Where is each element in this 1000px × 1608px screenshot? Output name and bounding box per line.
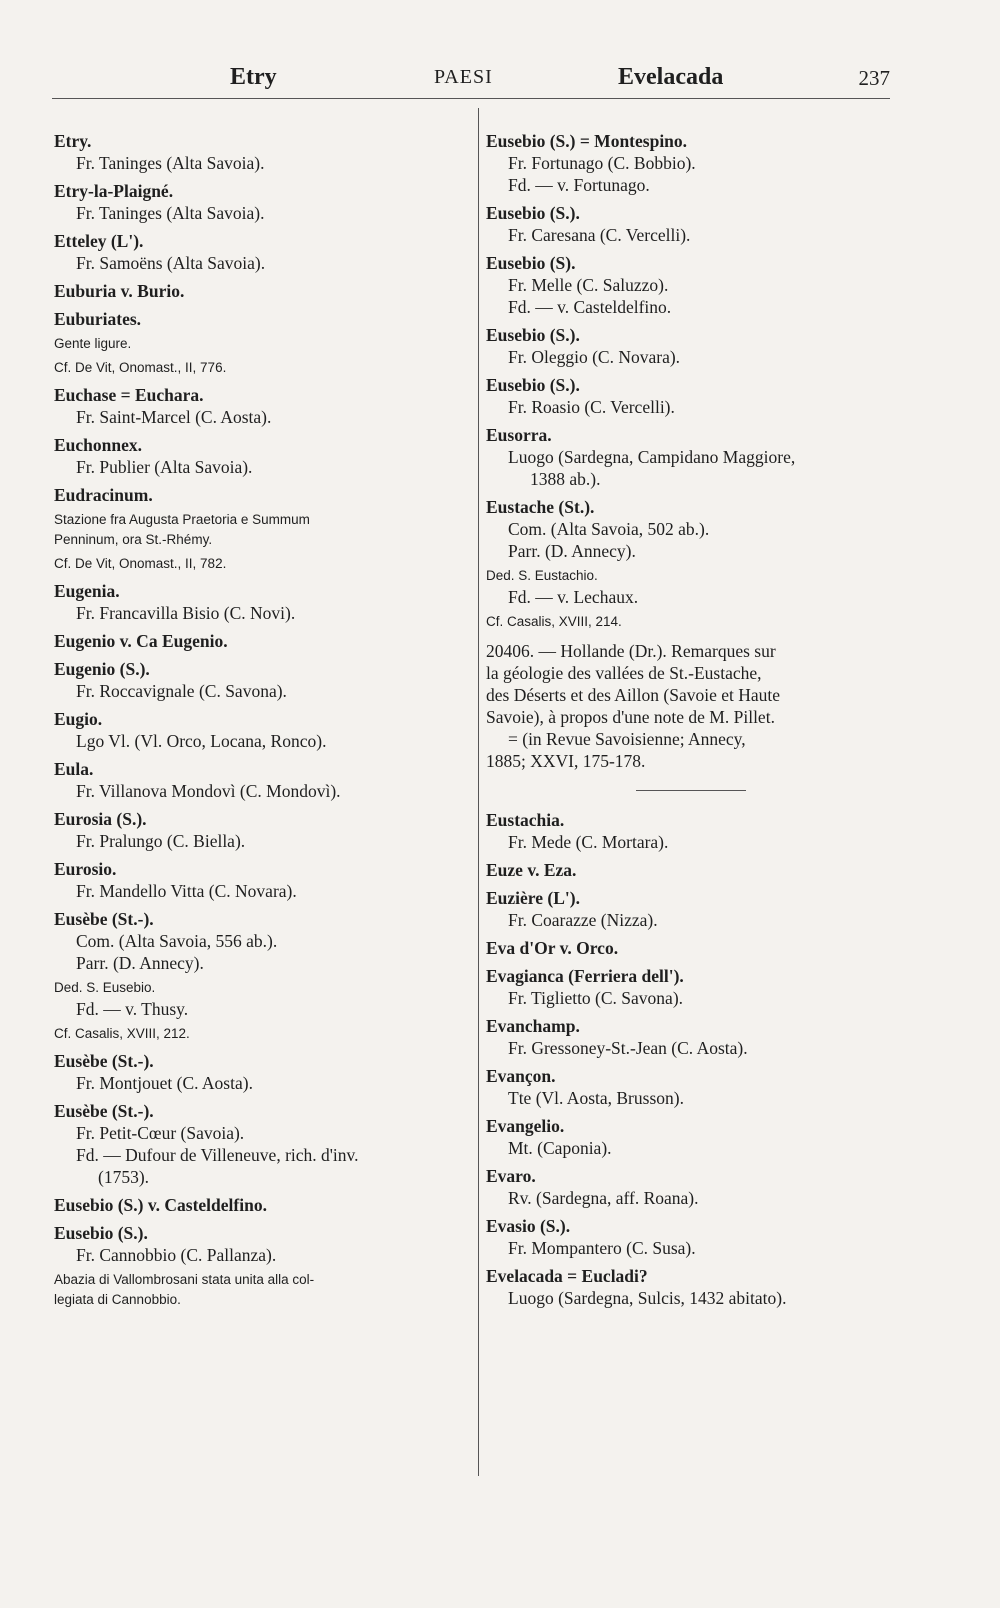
entry-line: Luogo (Sardegna, Sulcis, 1432 abitato). (508, 1288, 787, 1308)
entry-line: = (in Revue Savoisienne; Annecy, (508, 729, 746, 749)
entry-line: Com. (Alta Savoia, 556 ab.). (76, 931, 278, 951)
entry-line: Fd. — v. Thusy. (76, 999, 189, 1019)
entry-line: Fd. — v. Casteldelfino. (508, 297, 672, 317)
entry-line: Cf. De Vit, Onomast., II, 782. (54, 556, 227, 571)
header-first-entry: Etry (230, 64, 277, 90)
entry-heading: Eurosia (S.). (54, 809, 147, 829)
entry-heading: Eusèbe (St.-). (54, 1101, 154, 1121)
entry-heading: Euburia v. Burio. (54, 281, 185, 301)
entry-line: Ded. S. Eusebio. (54, 980, 156, 995)
entry-line: Parr. (D. Annecy). (76, 953, 204, 973)
entry-line: Fr. Caresana (C. Vercelli). (508, 225, 691, 245)
entry-line: Fr. Petit-Cœur (Savoia). (76, 1123, 245, 1143)
entry-line: Fr. Gressoney-St.-Jean (C. Aosta). (508, 1038, 748, 1058)
entry-line: Gente ligure. (54, 336, 132, 351)
entry-line: 1388 ab.). (530, 469, 601, 489)
entry-heading: Etry. (54, 131, 92, 151)
entry-line: Fr. Mompantero (C. Susa). (508, 1238, 696, 1258)
entry-heading: Eugio. (54, 709, 103, 729)
entry-line: des Déserts et des Aillon (Savoie et Haute (486, 685, 781, 705)
entry-heading: Euze v. Eza. (486, 860, 577, 880)
entry-line: Luogo (Sardegna, Campidano Maggiore, (508, 447, 796, 467)
left-column (54, 130, 469, 1310)
entry-heading: Eusebio (S.). (54, 1223, 148, 1243)
entry-heading: Eula. (54, 759, 94, 779)
entry-heading: Evanchamp. (486, 1016, 580, 1036)
entry-heading: Eustachia. (486, 810, 565, 830)
entry-line: Fr. Cannobbio (C. Pallanza). (76, 1245, 277, 1265)
entry-line: Com. (Alta Savoia, 502 ab.). (508, 519, 710, 539)
entry-heading: Eusèbe (St.-). (54, 909, 154, 929)
entry-line: Cf. De Vit, Onomast., II, 776. (54, 360, 227, 375)
entry-heading: Eva d'Or v. Orco. (486, 938, 619, 958)
entry-line: Stazione fra Augusta Praetoria e Summum (54, 512, 310, 527)
entry-heading: Evelacada = Eucladi? (486, 1266, 648, 1286)
entry-heading: Evagianca (Ferriera dell'). (486, 966, 684, 986)
entry-line: Tte (Vl. Aosta, Brusson). (508, 1088, 684, 1108)
entry-heading: Eusorra. (486, 425, 552, 445)
entry-heading: Eugenio (S.). (54, 659, 150, 679)
entry-line: Fr. Tiglietto (C. Savona). (508, 988, 684, 1008)
entry-line: Fr. Villanova Mondovì (C. Mondovì). (76, 781, 341, 801)
entry-line: Savoie), à propos d'une note de M. Pillet. (486, 707, 775, 727)
entry-line: Fr. Roasio (C. Vercelli). (508, 397, 675, 417)
entry-heading: Euchase = Euchara. (54, 385, 204, 405)
entry-heading: Eugenia. (54, 581, 120, 601)
entry-heading: Eusebio (S). (486, 253, 576, 273)
entry-line: (1753). (98, 1167, 150, 1187)
entry-line: Fr. Montjouet (C. Aosta). (76, 1073, 253, 1093)
entry-heading: Eustache (St.). (486, 497, 595, 517)
entry-line: Ded. S. Eustachio. (486, 568, 598, 583)
entry-line: Fr. Samoëns (Alta Savoia). (76, 253, 266, 273)
entry-line: Fr. Roccavignale (C. Savona). (76, 681, 287, 701)
entry-line: Fr. Oleggio (C. Novara). (508, 347, 681, 367)
entry-heading: Eugenio v. Ca Eugenio. (54, 631, 228, 651)
entry-heading: Etteley (L'). (54, 231, 144, 251)
entry-line: Cf. Casalis, XVIII, 212. (54, 1026, 190, 1041)
entry-heading: Evasio (S.). (486, 1216, 571, 1236)
entry-line: Fr. Pralungo (C. Biella). (76, 831, 246, 851)
entry-line: Fd. — Dufour de Villeneuve, rich. d'inv. (76, 1145, 359, 1165)
entry-heading: Evançon. (486, 1066, 556, 1086)
entry-heading: Euchonnex. (54, 435, 143, 455)
entry-line: Fd. — v. Fortunago. (508, 175, 650, 195)
entry-line: Fd. — v. Lechaux. (508, 587, 639, 607)
entry-line: Fr. Melle (C. Saluzzo). (508, 275, 669, 295)
entry-heading: Euburiates. (54, 309, 142, 329)
entry-line: Fr. Mede (C. Mortara). (508, 832, 669, 852)
entry-heading: Etry-la-Plaigné. (54, 181, 174, 201)
entry-line: la géologie des vallées de St.-Eustache, (486, 663, 762, 683)
entry-line: Cf. Casalis, XVIII, 214. (486, 614, 622, 629)
entry-line: 1885; XXVI, 175-178. (486, 751, 646, 771)
entry-heading: Eusebio (S.). (486, 325, 580, 345)
entry-heading: Evangelio. (486, 1116, 565, 1136)
entry-line: 20406. — Hollande (Dr.). Remarques sur (486, 641, 776, 661)
entry-line: Mt. (Caponia). (508, 1138, 612, 1158)
entry-line: Fr. Taninges (Alta Savoia). (76, 203, 265, 223)
entry-heading: Eusèbe (St.-). (54, 1051, 154, 1071)
entry-line: Fr. Francavilla Bisio (C. Novi). (76, 603, 296, 623)
right-column (486, 130, 896, 1309)
entry-heading: Eusebio (S.) v. Casteldelfino. (54, 1195, 267, 1215)
entry-line: Fr. Taninges (Alta Savoia). (76, 153, 265, 173)
entry-heading: Evaro. (486, 1166, 536, 1186)
header-rule (52, 98, 890, 99)
entry-line: Fr. Mandello Vitta (C. Novara). (76, 881, 297, 901)
entry-line: Fr. Coarazze (Nizza). (508, 910, 658, 930)
header-section-title: PAESI (434, 66, 493, 88)
entry-line: legiata di Cannobbio. (54, 1292, 181, 1307)
entry-heading: Eusebio (S.). (486, 203, 580, 223)
section-separator (636, 790, 746, 791)
entry-line: Parr. (D. Annecy). (508, 541, 636, 561)
entry-heading: Eudracinum. (54, 485, 153, 505)
entry-heading: Eurosio. (54, 859, 117, 879)
entry-line: Fr. Saint-Marcel (C. Aosta). (76, 407, 272, 427)
entry-heading: Eusebio (S.) = Montespino. (486, 131, 688, 151)
page-number: 237 (858, 66, 890, 90)
entry-line: Penninum, ora St.-Rhémy. (54, 532, 213, 547)
running-header (52, 62, 890, 96)
entry-line: Rv. (Sardegna, aff. Roana). (508, 1188, 699, 1208)
entry-heading: Eusebio (S.). (486, 375, 580, 395)
entry-line: Abazia di Vallombrosani stata unita alla col- (54, 1272, 315, 1287)
entry-line: Lgo Vl. (Vl. Orco, Locana, Ronco). (76, 731, 327, 751)
column-divider (478, 108, 479, 1476)
entry-line: Fr. Publier (Alta Savoia). (76, 457, 253, 477)
header-last-entry: Evelacada (618, 64, 724, 90)
entry-heading: Euzière (L'). (486, 888, 580, 908)
entry-line: Fr. Fortunago (C. Bobbio). (508, 153, 696, 173)
